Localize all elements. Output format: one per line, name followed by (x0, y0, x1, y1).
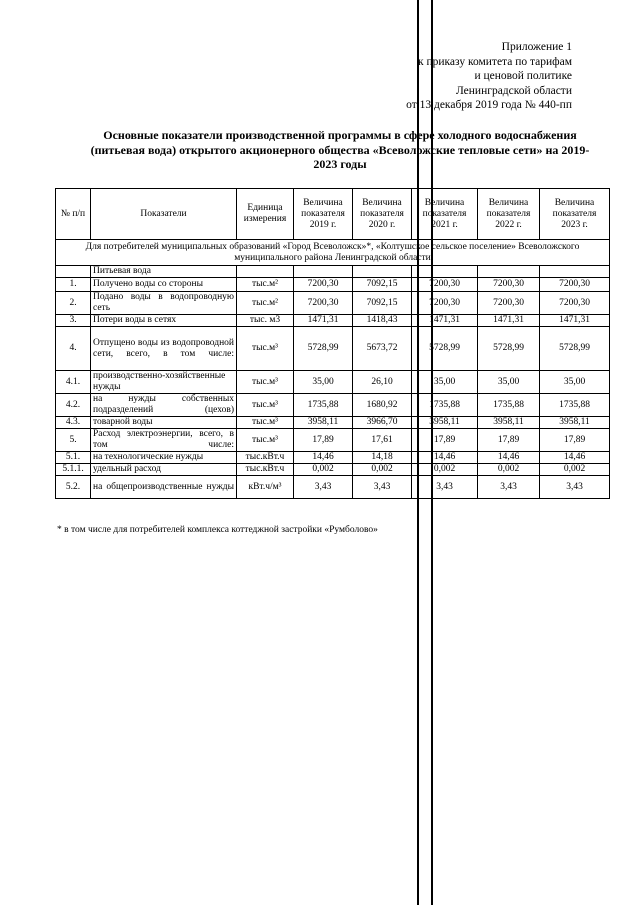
footnote: * в том числе для потребителей комплекса коттеджной застройки «Румболово» (57, 525, 378, 535)
row-value-2020: 5673,72 (353, 327, 412, 371)
row-indicator: товарной воды (91, 417, 237, 429)
document-title: Основные показатели производственной программы в сфере холодного водоснабжения (питьевая вода) открытого акционерного общества «Всеволожские тепловые сети» на 2019-2023 годы (90, 128, 590, 172)
table-header-row (56, 189, 610, 240)
row-value-2023: 7200,30 (540, 292, 610, 315)
row-value-2023: 1471,31 (540, 315, 610, 327)
row-value-2023: 0,002 (540, 464, 610, 476)
row-value-2022: 5728,99 (478, 327, 540, 371)
row-value-2023: 35,00 (540, 371, 610, 394)
row-num: 3. (56, 315, 91, 327)
row-unit: тыс.кВт.ч (237, 464, 294, 476)
header-2023: Величина показателя 2023 г. (540, 189, 610, 240)
row-unit: кВт.ч/м³ (237, 476, 294, 499)
row-indicator: Получено воды со стороны (91, 278, 237, 292)
header-2021: Величина показателя 2021 г. (412, 189, 478, 240)
row-indicator: Расход электроэнергии, всего, в том числе: (91, 429, 237, 452)
row-indicator: удельный расход (91, 464, 237, 476)
row-indicator: Подано воды в водопроводную сеть (91, 292, 237, 315)
header-num: № п/п (56, 189, 91, 240)
table-row (56, 429, 610, 452)
appendix-header (406, 40, 572, 113)
table-cell (294, 266, 353, 278)
row-value-2020: 14,18 (353, 452, 412, 464)
row-indicator: Потери воды в сетях (91, 315, 237, 327)
row-value-2022: 35,00 (478, 371, 540, 394)
table-row (56, 315, 610, 327)
row-unit: тыс.кВт.ч (237, 452, 294, 464)
row-value-2021: 3,43 (412, 476, 478, 499)
row-value-2021: 1471,31 (412, 315, 478, 327)
row-value-2020: 1680,92 (353, 394, 412, 417)
row-num: 2. (56, 292, 91, 315)
row-num: 5.2. (56, 476, 91, 499)
appendix-line: от 13 декабря 2019 года № 440-пп (406, 99, 572, 112)
row-num: 4.2. (56, 394, 91, 417)
table-row (56, 394, 610, 417)
appendix-line: к приказу комитета по тарифам (418, 55, 572, 68)
row-num: 5.1.1. (56, 464, 91, 476)
table-row (56, 278, 610, 292)
row-value-2020: 3,43 (353, 476, 412, 499)
row-value-2021: 7200,30 (412, 292, 478, 315)
row-unit: тыс.м³ (237, 371, 294, 394)
section-row (56, 240, 610, 266)
subsection-label: Питьевая вода (91, 266, 237, 278)
row-unit: тыс.м² (237, 292, 294, 315)
header-unit: Единица измерения (237, 189, 294, 240)
row-value-2022: 1471,31 (478, 315, 540, 327)
appendix-line: Ленинградской области (455, 84, 572, 97)
appendix-line: и ценовой политике (474, 70, 572, 83)
row-value-2021: 7200,30 (412, 278, 478, 292)
row-value-2023: 5728,99 (540, 327, 610, 371)
header-2019: Величина показателя 2019 г. (294, 189, 353, 240)
row-unit: тыс.м³ (237, 429, 294, 452)
row-value-2022: 3958,11 (478, 417, 540, 429)
row-value-2023: 7200,30 (540, 278, 610, 292)
row-value-2019: 1735,88 (294, 394, 353, 417)
row-num: 1. (56, 278, 91, 292)
header-2022: Величина показателя 2022 г. (478, 189, 540, 240)
table-cell (56, 266, 91, 278)
row-value-2021: 0,002 (412, 464, 478, 476)
row-value-2022: 0,002 (478, 464, 540, 476)
table-row (56, 464, 610, 476)
row-value-2022: 14,46 (478, 452, 540, 464)
row-value-2023: 17,89 (540, 429, 610, 452)
row-value-2020: 1418,43 (353, 315, 412, 327)
row-value-2019: 1471,31 (294, 315, 353, 327)
row-value-2021: 5728,99 (412, 327, 478, 371)
row-indicator: на нужды собственных подразделений (цехов) (91, 394, 237, 417)
table-cell (237, 266, 294, 278)
table-cell (412, 266, 478, 278)
row-value-2021: 14,46 (412, 452, 478, 464)
row-value-2020: 0,002 (353, 464, 412, 476)
row-num: 5. (56, 429, 91, 452)
row-value-2020: 17,61 (353, 429, 412, 452)
row-value-2019: 14,46 (294, 452, 353, 464)
row-value-2022: 7200,30 (478, 278, 540, 292)
row-value-2019: 3,43 (294, 476, 353, 499)
row-indicator: на общепроизводственные нужды (91, 476, 237, 499)
appendix-line: Приложение 1 (501, 41, 572, 53)
row-value-2019: 17,89 (294, 429, 353, 452)
row-value-2020: 7092,15 (353, 278, 412, 292)
header-indicator: Показатели (91, 189, 237, 240)
table-row (56, 417, 610, 429)
table-cell (540, 266, 610, 278)
row-value-2019: 5728,99 (294, 327, 353, 371)
row-value-2020: 7092,15 (353, 292, 412, 315)
row-num: 4.3. (56, 417, 91, 429)
subsection-row (56, 266, 610, 278)
table-row (56, 327, 610, 371)
row-value-2019: 35,00 (294, 371, 353, 394)
row-indicator: Отпущено воды из водопроводной сети, всего, в том числе: (91, 327, 237, 371)
row-value-2022: 3,43 (478, 476, 540, 499)
table-cell (353, 266, 412, 278)
table-row (56, 452, 610, 464)
row-indicator: на технологические нужды (91, 452, 237, 464)
row-value-2019: 7200,30 (294, 278, 353, 292)
row-unit: тыс.м² (237, 278, 294, 292)
row-unit: тыс.м³ (237, 327, 294, 371)
indicators-table (55, 188, 610, 499)
row-value-2023: 1735,88 (540, 394, 610, 417)
row-value-2022: 1735,88 (478, 394, 540, 417)
section-label: Для потребителей муниципальных образований «Город Всеволожск»*, «Колтушское сельское поселение» Всеволожского муниципального района Ленинградской области (56, 240, 610, 266)
row-value-2022: 17,89 (478, 429, 540, 452)
row-num: 5.1. (56, 452, 91, 464)
row-value-2019: 0,002 (294, 464, 353, 476)
row-num: 4. (56, 327, 91, 371)
row-value-2019: 7200,30 (294, 292, 353, 315)
row-value-2021: 35,00 (412, 371, 478, 394)
table-row (56, 292, 610, 315)
header-2020: Величина показателя 2020 г. (353, 189, 412, 240)
row-unit: тыс.м³ (237, 394, 294, 417)
row-value-2020: 26,10 (353, 371, 412, 394)
table-row (56, 476, 610, 499)
row-indicator: производственно-хозяйственные нужды (91, 371, 237, 394)
row-value-2023: 14,46 (540, 452, 610, 464)
row-value-2023: 3,43 (540, 476, 610, 499)
row-value-2023: 3958,11 (540, 417, 610, 429)
table-cell (478, 266, 540, 278)
row-value-2021: 3958,11 (412, 417, 478, 429)
row-num: 4.1. (56, 371, 91, 394)
row-unit: тыс. м3 (237, 315, 294, 327)
row-unit: тыс.м³ (237, 417, 294, 429)
row-value-2019: 3958,11 (294, 417, 353, 429)
row-value-2021: 17,89 (412, 429, 478, 452)
row-value-2022: 7200,30 (478, 292, 540, 315)
row-value-2020: 3966,70 (353, 417, 412, 429)
row-value-2021: 1735,88 (412, 394, 478, 417)
table-row (56, 371, 610, 394)
